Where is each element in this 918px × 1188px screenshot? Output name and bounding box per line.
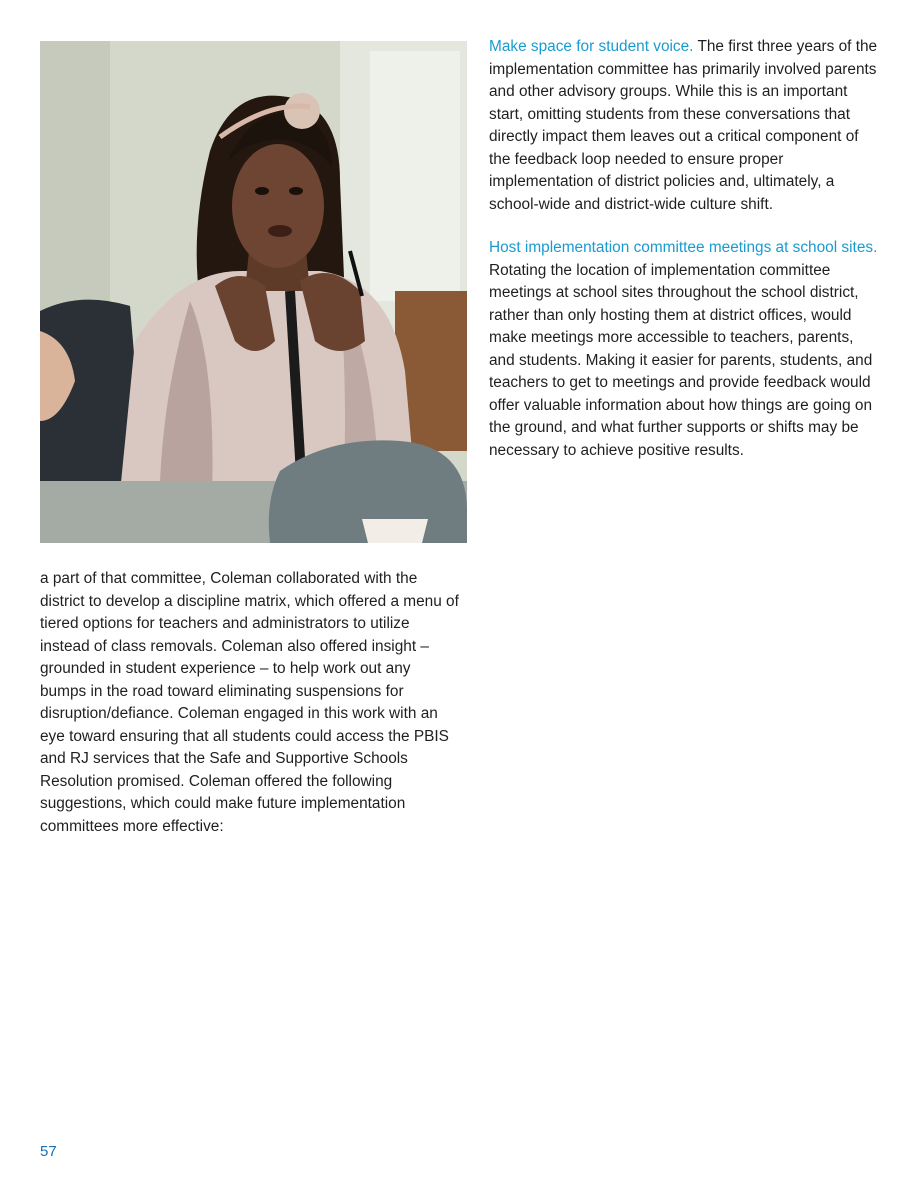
page-number: 57 <box>40 1143 57 1160</box>
student-photo <box>40 41 467 543</box>
recommendation-body: The first three years of the implementation committee has primarily involved parents and other advisory groups. While this is an important start, omitting students from these conversations that directly impact them leaves out a critical component of the feedback loop needed to ensure proper implementation of district policies and, ultimately, a school-wide and district-wide culture shift. <box>489 38 878 213</box>
body-paragraph: a part of that committee, Coleman collaborated with the district to develop a discipline matrix, which offered a menu of tiered options for teachers and administrators to utilize instead of class removals. Coleman also offered insight – grounded in student experience – to help work out any bumps in the road toward eliminating suspensions for disruption/defiance. Coleman engaged in this work with an eye toward ensuring that all students could access the PBIS and RJ services that the Safe and Supportive Schools Resolution promised. Coleman offered the following suggestions, which could make future implementation committees more effective: <box>40 570 459 835</box>
recommendation-student-voice <box>489 36 881 216</box>
recommendation-heading: Host implementation committee meetings at school sites. <box>489 239 878 256</box>
recommendations-column <box>489 36 881 483</box>
body-column <box>40 568 460 838</box>
recommendation-body: Rotating the location of implementation committee meetings at school sites throughout the school district, rather than only hosting them at district offices, would make meetings more accessible to teachers, parents, and students. Making it easier for parents, students, and teachers to get to meetings and provide feedback would offer valuable information about how things are going on the ground, and what further supports or shifts may be necessary to achieve positive results. <box>489 261 873 459</box>
recommendation-heading: Make space for student voice. <box>489 38 694 55</box>
recommendation-school-sites <box>489 237 881 462</box>
